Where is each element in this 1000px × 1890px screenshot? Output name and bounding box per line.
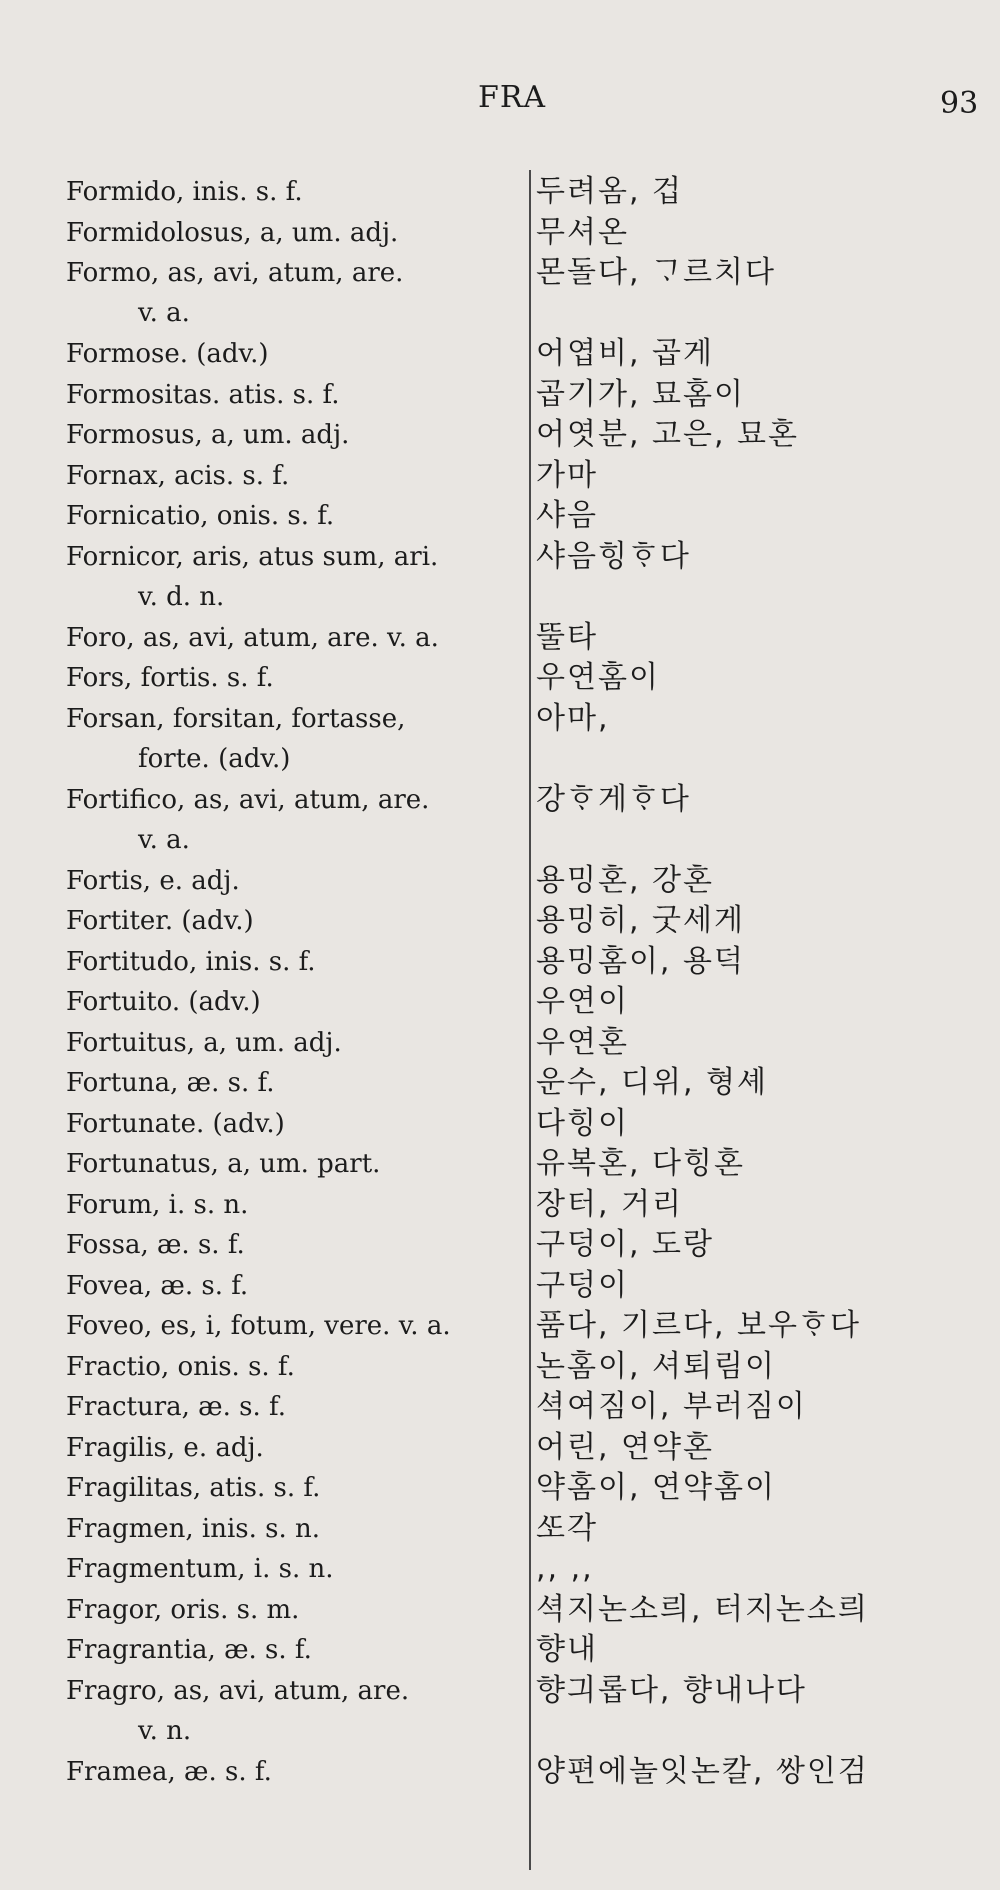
headword-line: Fragilitas, atis. s. f. [66,1473,321,1503]
headword-line: Fors, fortis. s. f. [66,663,274,693]
korean-gloss: 어린, 연약혼 [536,1429,714,1465]
korean-gloss: 향내 [536,1632,598,1667]
headword-line: Fortitudo, inis. s. f. [66,946,316,977]
korean-gloss: 용밍혼, 강혼 [536,862,714,898]
korean-gloss: 다힝이 [536,1105,629,1141]
korean-gloss: 우연혼 [536,1024,629,1060]
headword-line: Formo, as, avi, atum, are. [66,258,404,288]
headword-line: Fragmen, inis. s. n. [66,1513,321,1544]
headword-line: Fractio, onis. s. f. [66,1351,295,1382]
latin-headword [66,1266,521,1306]
headword-line: Fractura, æ. s. f. [66,1392,286,1422]
korean-gloss: ,, ,, [536,1551,594,1586]
latin-headword [66,658,521,698]
headword-line: Formose. (adv.) [66,339,269,369]
latin-headword [66,1144,521,1184]
running-head: FRA [478,80,547,115]
korean-gloss: 곱기가, 묘홈이 [536,376,745,412]
headword-line: Fortunatus, a, um. part. [66,1149,381,1179]
headword-line: Fortuitus, a, um. adj. [66,1027,342,1058]
korean-gloss: 샤음 [536,498,598,533]
headword-line: Fortiter. (adv.) [66,906,254,936]
korean-gloss: 양편에놀잇논칼, 쌍인검 [536,1753,869,1789]
korean-gloss: 용밍홈이, 용덕 [536,943,745,979]
latin-headword [66,253,521,333]
korean-gloss: 구덩이, 도랑 [536,1227,714,1262]
korean-gloss: 셕여짐이, 부러짐이 [536,1389,807,1424]
page-header [0,80,1000,130]
latin-headword [66,375,521,415]
korean-gloss: 운수, 디위, 형셰 [536,1065,769,1100]
headword-line: Fragor, oris. s. m. [66,1594,300,1625]
korean-gloss: 유복혼, 다힝혼 [536,1146,745,1181]
korean-gloss: 구덩이 [536,1267,629,1303]
korean-gloss: 어엿분, 고은, 묘혼 [536,417,800,452]
latin-headword [66,1185,521,1225]
latin-headword [66,699,521,779]
headword-line: Fragilis, e. adj. [66,1432,264,1463]
headword-line: Fragro, as, avi, atum, are. [66,1675,410,1706]
korean-gloss: 품다, 기르다, 보우ᄒᆞ다 [536,1308,861,1343]
headword-line: Framea, æ. s. f. [66,1756,272,1787]
latin-headword [66,1347,521,1387]
korean-gloss: 샤음힝ᄒᆞ다 [536,538,691,574]
korean-gloss: 몬돌다, ᄀᆞ르치다 [536,255,776,290]
korean-gloss: 강ᄒᆞ게ᄒᆞ다 [536,781,691,817]
korean-gloss: 두려옴, 겁 [536,174,683,209]
headword-line: Formido, inis. s. f. [66,177,303,207]
headword-continuation: v. a. [138,298,190,328]
headword-line: Fossa, æ. s. f. [66,1230,245,1260]
headword-line: Foveo, es, i, fotum, vere. v. a. [66,1311,451,1341]
headword-line: Fortunate. (adv.) [66,1108,285,1139]
headword-line: Fornicatio, onis. s. f. [66,501,335,531]
latin-headword [66,1630,521,1670]
korean-gloss: 가마 [536,457,598,493]
korean-gloss: 무셔온 [536,214,629,250]
korean-gloss: 용밍히, 굿세게 [536,903,745,938]
headword-line: Fovea, æ. s. f. [66,1270,249,1301]
headword-line: Formidolosus, a, um. adj. [66,217,399,248]
latin-headword [66,780,521,860]
latin-headword [66,901,521,941]
latin-headword [66,1104,521,1144]
latin-headword [66,1549,521,1589]
latin-headword [66,942,521,982]
headword-continuation: forte. (adv.) [138,743,291,774]
korean-gloss: 논홈이, 셔퇴림이 [536,1348,776,1384]
headword-line: Fortis, e. adj. [66,865,240,896]
korean-gloss: 셕지논소릐, 터지논소릐 [536,1591,869,1627]
latin-headword [66,982,521,1022]
headword-line: Fortuito. (adv.) [66,987,261,1017]
latin-headword [66,1671,521,1751]
latin-headword [66,1509,521,1549]
headword-line: Formosus, a, um. adj. [66,420,350,450]
headword-line: Fragrantia, æ. s. f. [66,1635,312,1665]
latin-headword [66,456,521,496]
korean-gloss: 아마, [536,700,610,736]
headword-line: Fragmentum, i. s. n. [66,1554,334,1584]
latin-headword [66,496,521,536]
latin-headword [66,537,521,617]
korean-gloss: 뚤타 [536,619,598,655]
latin-headword [66,861,521,901]
latin-headword [66,1063,521,1103]
latin-headword [66,1225,521,1265]
latin-headword [66,1023,521,1063]
korean-gloss: 장터, 거리 [536,1186,683,1222]
korean-gloss: 어엽비, 곱게 [536,336,714,371]
latin-headword [66,1387,521,1427]
column-divider [529,170,531,1870]
korean-gloss: 우연이 [536,984,629,1019]
latin-headword [66,172,521,212]
latin-headword [66,1752,521,1792]
latin-headword [66,618,521,658]
headword-line: Forsan, forsitan, fortasse, [66,703,406,734]
latin-headword [66,334,521,374]
headword-line: Forum, i. s. n. [66,1189,249,1220]
latin-headword [66,1590,521,1630]
korean-gloss: ᄯᅩ각 [536,1510,598,1546]
headword-continuation: v. d. n. [138,581,225,612]
headword-line: Fornax, acis. s. f. [66,460,290,491]
headword-line: Fortifico, as, avi, atum, are. [66,784,430,815]
page-number: 93 [940,86,979,121]
latin-headword [66,1468,521,1508]
latin-headword [66,213,521,253]
headword-continuation: v. a. [138,824,190,855]
korean-gloss: 우연홈이 [536,660,660,695]
headword-line: Fornicor, aris, atus sum, ari. [66,541,439,572]
headword-line: Foro, as, avi, atum, are. v. a. [66,622,439,653]
headword-continuation: v. n. [138,1715,192,1746]
headword-line: Formositas. atis. s. f. [66,379,340,410]
latin-headword [66,1306,521,1346]
korean-gloss: 약홈이, 연약홈이 [536,1470,776,1505]
latin-headword [66,415,521,455]
latin-headword [66,1428,521,1468]
korean-gloss: 향긔롭다, 향내나다 [536,1672,807,1708]
headword-line: Fortuna, æ. s. f. [66,1068,275,1098]
